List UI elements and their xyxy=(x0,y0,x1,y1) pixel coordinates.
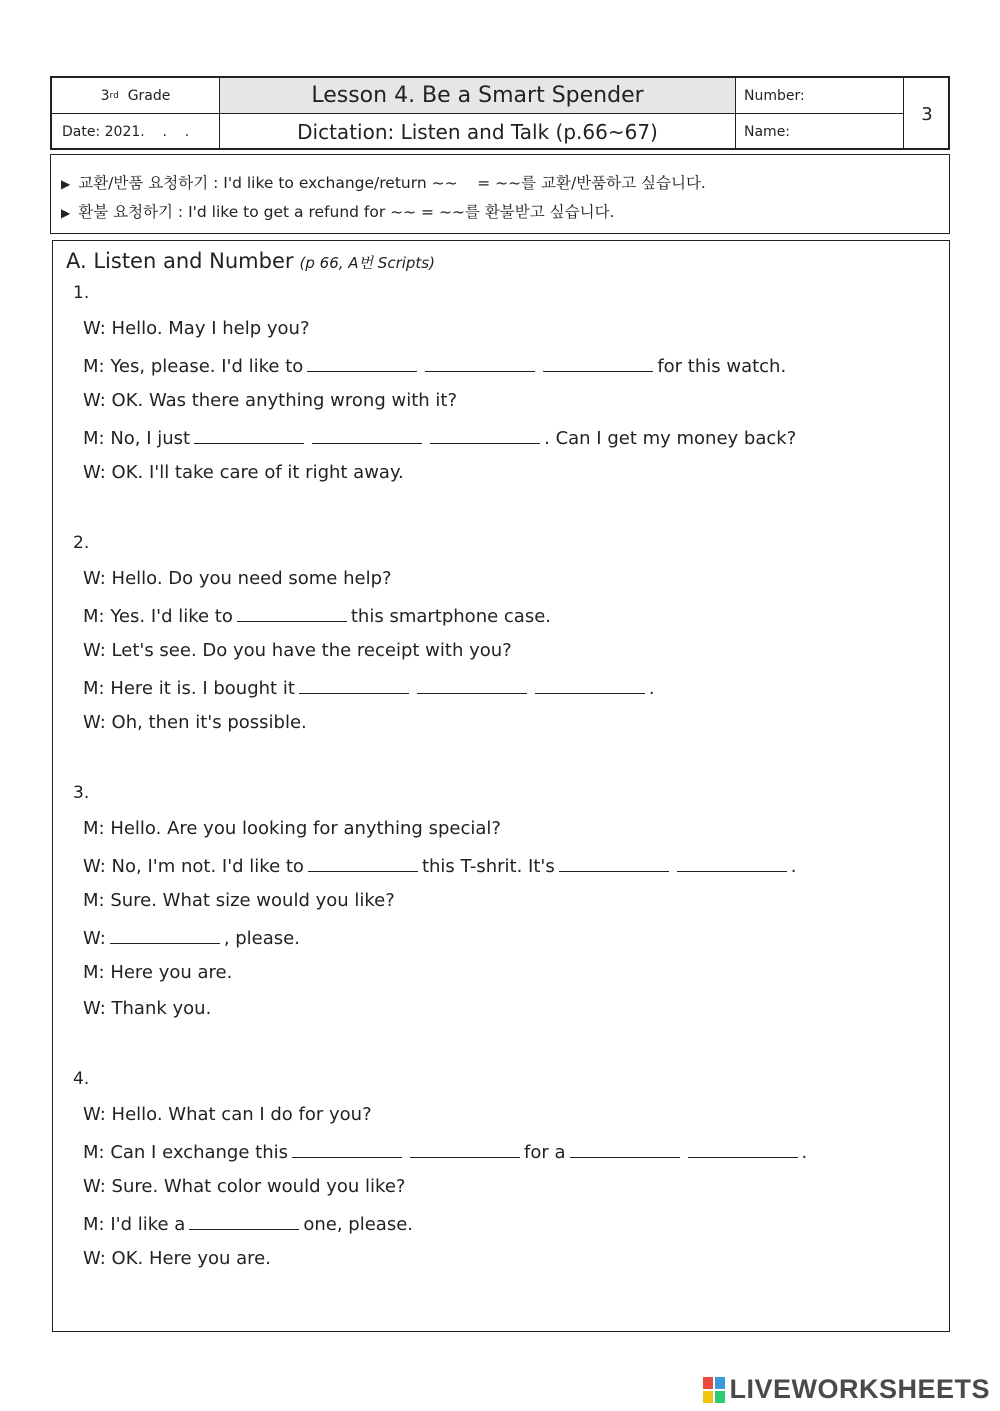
answer-blank[interactable] xyxy=(417,675,527,694)
dialog-line xyxy=(83,925,300,951)
dialog-number: 1. xyxy=(73,283,90,303)
header-table xyxy=(50,76,950,150)
answer-blank[interactable] xyxy=(559,853,669,872)
answer-blank[interactable] xyxy=(237,603,347,622)
dialog-text: W: OK. Here you are. xyxy=(83,1248,271,1269)
lesson-title: Lesson 4. Be a Smart Spender xyxy=(220,78,736,114)
dialog-line xyxy=(83,1175,405,1199)
grade-suffix: rd xyxy=(109,90,119,101)
dialog-text: M: Hello. Are you looking for anything special? xyxy=(83,818,501,839)
dialog-text: M: Here it is. I bought it xyxy=(83,678,295,699)
phrase-text: 교환/반품 요청하기 : I'd like to exchange/return ~~ = ~~를 교환/반품하고 싶습니다. xyxy=(78,174,706,192)
dialog-line xyxy=(83,1139,807,1165)
dialog-line xyxy=(83,675,655,701)
dialog-text: M: Here you are. xyxy=(83,962,233,983)
dialog-line xyxy=(83,425,796,451)
grade-word: Grade xyxy=(127,87,171,104)
dialog-text: W: Hello. May I help you? xyxy=(83,318,310,339)
answer-blank[interactable] xyxy=(307,353,417,372)
dialog-text: M: Can I exchange this xyxy=(83,1142,288,1163)
dialog-line xyxy=(83,961,232,985)
dialog-line xyxy=(83,711,307,735)
answer-blank[interactable] xyxy=(194,425,304,444)
dialog-text: one, please. xyxy=(303,1214,413,1235)
dialog-number: 4. xyxy=(73,1069,90,1089)
dialog-text: . xyxy=(801,1142,808,1163)
dialog-line xyxy=(83,817,501,841)
dialog-text: W: xyxy=(83,928,106,949)
dialog-text: . xyxy=(648,678,655,699)
dialog-line xyxy=(83,1211,413,1237)
answer-blank[interactable] xyxy=(535,675,645,694)
answer-blank[interactable] xyxy=(425,353,535,372)
dialog-text: this smartphone case. xyxy=(350,606,551,627)
section-source: (p 66, A번 Scripts) xyxy=(299,254,435,272)
phrase-line xyxy=(61,169,949,198)
dialog-text: M: No, I just xyxy=(83,428,191,449)
answer-blank[interactable] xyxy=(110,925,220,944)
dialog-line xyxy=(83,603,551,629)
phrase-text: 환불 요청하기 : I'd like to get a refund for ~~ = ~~를 환불받고 싶습니다. xyxy=(78,203,615,221)
phrase-line xyxy=(61,198,949,227)
dialog-text: M: Yes, please. I'd like to xyxy=(83,356,304,377)
dialog-text: W: Hello. Do you need some help? xyxy=(83,568,392,589)
brand-name: LIVEWORKSHEETS xyxy=(729,1374,990,1404)
name-field[interactable]: Name: xyxy=(736,114,904,150)
answer-blank[interactable] xyxy=(570,1139,680,1158)
answer-blank[interactable] xyxy=(543,353,653,372)
number-field[interactable]: Number: xyxy=(736,78,904,114)
dialog-line xyxy=(83,889,395,913)
dialog-line xyxy=(83,461,404,485)
dialog-text: W: Sure. What color would you like? xyxy=(83,1176,406,1197)
answer-blank[interactable] xyxy=(688,1139,798,1158)
dialog-line xyxy=(83,1247,271,1271)
answer-blank[interactable] xyxy=(292,1139,402,1158)
dialog-text: for a xyxy=(523,1142,566,1163)
dialog-line xyxy=(83,389,457,413)
listen-and-number-section xyxy=(52,240,950,1332)
answer-blank[interactable] xyxy=(312,425,422,444)
section-title-text: A. Listen and Number xyxy=(66,249,294,273)
date-field[interactable] xyxy=(52,114,220,150)
liveworksheets-icon xyxy=(703,1377,725,1403)
dialog-text: W: Oh, then it's possible. xyxy=(83,712,307,733)
page-number: 3 xyxy=(921,103,933,125)
dictation-title: Dictation: Listen and Talk (p.66~67) xyxy=(220,114,736,150)
dialog-text: W: Hello. What can I do for you? xyxy=(83,1104,372,1125)
dialog-text: W: No, I'm not. I'd like to xyxy=(83,856,304,877)
date-label: Date: 2021. . . xyxy=(62,124,190,140)
dialog-text: W: OK. I'll take care of it right away. xyxy=(83,462,404,483)
dialog-text: M: Yes. I'd like to xyxy=(83,606,233,627)
dialog-text: this T-shrit. It's xyxy=(421,856,555,877)
dialog-text: W: OK. Was there anything wrong with it? xyxy=(83,390,457,411)
triangle-bullet-icon: ▶ xyxy=(61,177,71,191)
grade-cell xyxy=(52,78,220,114)
dialog-text: , please. xyxy=(223,928,300,949)
answer-blank[interactable] xyxy=(677,853,787,872)
answer-blank[interactable] xyxy=(299,675,409,694)
dialog-text: for this watch. xyxy=(657,356,787,377)
dialog-line xyxy=(83,639,512,663)
answer-blank[interactable] xyxy=(410,1139,520,1158)
dialog-line xyxy=(83,1103,372,1127)
dialog-text: . xyxy=(790,856,797,877)
dialog-line xyxy=(83,317,310,341)
triangle-bullet-icon: ▶ xyxy=(61,206,71,220)
section-title xyxy=(66,249,435,273)
dialog-line xyxy=(83,853,796,879)
answer-blank[interactable] xyxy=(189,1211,299,1230)
dialog-text: M: Sure. What size would you like? xyxy=(83,890,395,911)
answer-blank[interactable] xyxy=(308,853,418,872)
dialog-number: 2. xyxy=(73,533,90,553)
dialog-text: W: Thank you. xyxy=(83,998,212,1019)
dialog-number: 3. xyxy=(73,783,90,803)
dialog-line xyxy=(83,567,392,591)
dialog-line xyxy=(83,353,786,379)
answer-blank[interactable] xyxy=(430,425,540,444)
key-phrases-box xyxy=(50,154,950,234)
dialog-text: M: I'd like a xyxy=(83,1214,186,1235)
dialog-text: W: Let's see. Do you have the receipt with you? xyxy=(83,640,512,661)
dialog-text: . Can I get my money back? xyxy=(544,428,797,449)
liveworksheets-logo xyxy=(703,1374,990,1405)
grade-number: 3 xyxy=(100,87,110,104)
dialog-line xyxy=(83,997,211,1021)
